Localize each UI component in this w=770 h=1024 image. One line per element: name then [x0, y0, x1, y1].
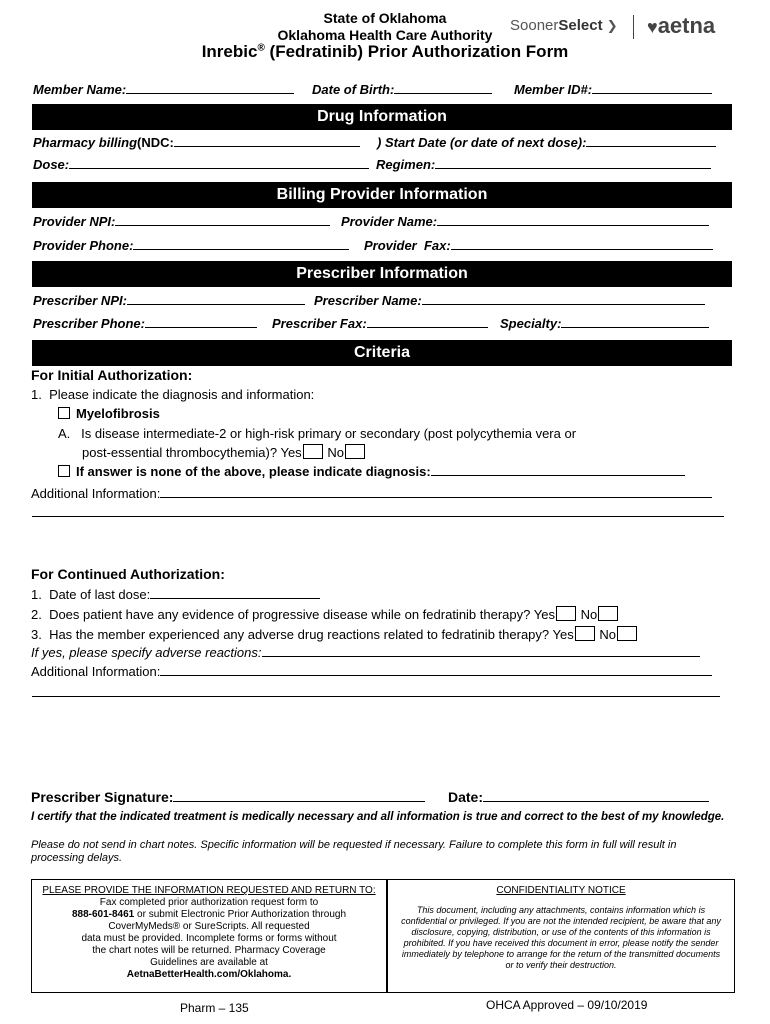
- return-line-3: CoverMyMeds® or SureScripts. All requested: [108, 921, 310, 932]
- header-agency: Oklahoma Health Care Authority: [277, 27, 493, 43]
- section-prescriber-information: Prescriber Information: [32, 261, 732, 287]
- pharmacy-billing-ndc-field[interactable]: Pharmacy billing(NDC:: [33, 135, 360, 150]
- provider-phone-field[interactable]: Provider Phone:: [33, 238, 349, 253]
- prescriber-signature-field[interactable]: Prescriber Signature:: [31, 789, 425, 805]
- initial-authorization-heading: For Initial Authorization:: [31, 367, 193, 383]
- prescriber-fax-field[interactable]: Prescriber Fax:: [272, 316, 488, 331]
- member-name-field[interactable]: Member Name:: [33, 82, 294, 97]
- continued-question-2: 2. Does patient have any evidence of progressive disease while on fedratinib therapy? Yes No: [31, 606, 619, 622]
- provider-name-field[interactable]: Provider Name:: [341, 214, 709, 229]
- return-line-1: Fax completed prior authorization request form to: [99, 897, 319, 908]
- return-instructions-box: [31, 879, 387, 993]
- return-line-6: Guidelines are available at: [150, 957, 268, 968]
- myelofibrosis-checkbox[interactable]: [58, 407, 70, 419]
- prescriber-phone-field[interactable]: Prescriber Phone:: [33, 316, 257, 331]
- section-criteria: Criteria: [32, 340, 732, 366]
- return-line-5: the chart notes will be returned. Pharmacy Coverage: [92, 945, 326, 956]
- continued-additional-info-line-2[interactable]: [32, 696, 720, 697]
- question-2-no-box[interactable]: [598, 606, 618, 621]
- initial-additional-info-line-2[interactable]: [32, 516, 724, 517]
- member-id-field[interactable]: Member ID#:: [514, 82, 712, 97]
- logo-divider: [633, 15, 634, 39]
- return-line-2: 888-601-8461 or submit Electronic Prior Authorization through: [71, 909, 347, 920]
- question-3-yes-box[interactable]: [575, 626, 595, 641]
- question-3-no-box[interactable]: [617, 626, 637, 641]
- provider-fax-field[interactable]: Provider Fax:: [364, 238, 713, 253]
- question-2-yes-box[interactable]: [556, 606, 576, 621]
- fax-number: 888-601-8461: [71, 909, 135, 920]
- option-other-diagnosis[interactable]: If answer is none of the above, please indicate diagnosis:: [58, 464, 685, 479]
- initial-question-1: 1. Please indicate the diagnosis and information:: [31, 387, 315, 402]
- form-number: Pharm – 135: [180, 1001, 249, 1015]
- return-line-4: data must be provided. Incomplete forms or forms without: [81, 933, 337, 944]
- prescriber-npi-field[interactable]: Prescriber NPI:: [33, 293, 305, 308]
- option-myelofibrosis[interactable]: Myelofibrosis: [58, 406, 160, 421]
- question-a-no-box[interactable]: [345, 444, 365, 459]
- regimen-field[interactable]: Regimen:: [376, 157, 711, 172]
- question-a-line-2: post-essential thrombocythemia)? Yes No: [82, 444, 366, 460]
- page-title: Inrebic® (Fedratinib) Prior Authorization Form: [201, 42, 569, 61]
- signature-date-field[interactable]: Date:: [448, 789, 709, 805]
- soonerselect-logo: SoonerSelect ❯: [510, 17, 618, 34]
- last-dose-field[interactable]: 1. Date of last dose:: [31, 587, 320, 602]
- prescriber-specialty-field[interactable]: Specialty:: [500, 316, 709, 331]
- continued-authorization-heading: For Continued Authorization:: [31, 566, 225, 582]
- approval-date: OHCA Approved – 09/10/2019: [486, 998, 648, 1012]
- member-dob-field[interactable]: Date of Birth:: [312, 82, 492, 97]
- other-diagnosis-checkbox[interactable]: [58, 465, 70, 477]
- start-date-field[interactable]: ) Start Date (or date of next dose):: [377, 135, 716, 150]
- dose-field[interactable]: Dose:: [33, 157, 369, 172]
- confidentiality-notice-box: [387, 879, 735, 993]
- continued-question-3: 3. Has the member experienced any adverse drug reactions related to fedratinib therapy? Yes No: [31, 626, 638, 642]
- prescriber-name-field[interactable]: Prescriber Name:: [314, 293, 705, 308]
- section-drug-information: Drug Information: [32, 104, 732, 130]
- certification-statement: I certify that the indicated treatment is medically necessary and all information is true and correct to the best of my knowledge.: [31, 811, 725, 823]
- header-state: State of Oklahoma: [323, 10, 447, 26]
- return-instructions-heading: PLEASE PROVIDE THE INFORMATION REQUESTED AND RETURN TO:: [42, 885, 376, 896]
- confidentiality-body: This document, including any attachments, contains information which is confidential or privileged. If you are not the intended recipient, be aware that any disclosure, copying, distribution, or use of the contents of this information is prohibited. If you have received this document in error, please notify the sender immediately by telephone to arrange for the return of the transmitted documents or to verify their destruction.: [401, 905, 721, 970]
- question-a-line-1: A. Is disease intermediate-2 or high-risk primary or secondary (post polycythemia vera or: [58, 426, 577, 441]
- question-a-yes-box[interactable]: [303, 444, 323, 459]
- guidelines-url[interactable]: AetnaBetterHealth.com/Oklahoma.: [126, 969, 292, 980]
- confidentiality-heading: CONFIDENTIALITY NOTICE: [496, 885, 626, 896]
- continued-additional-info-field[interactable]: Additional Information:: [31, 664, 712, 679]
- initial-additional-info-field[interactable]: Additional Information:: [31, 486, 712, 501]
- section-billing-provider: Billing Provider Information: [32, 182, 732, 208]
- processing-note: Please do not send in chart notes. Specific information will be requested if necessary. Failure to complete this form in full will result in processing delays.: [31, 839, 677, 864]
- provider-npi-field[interactable]: Provider NPI:: [33, 214, 330, 229]
- adverse-reactions-field[interactable]: If yes, please specify adverse reactions:: [31, 645, 700, 660]
- aetna-logo: ♥aetna: [647, 13, 716, 38]
